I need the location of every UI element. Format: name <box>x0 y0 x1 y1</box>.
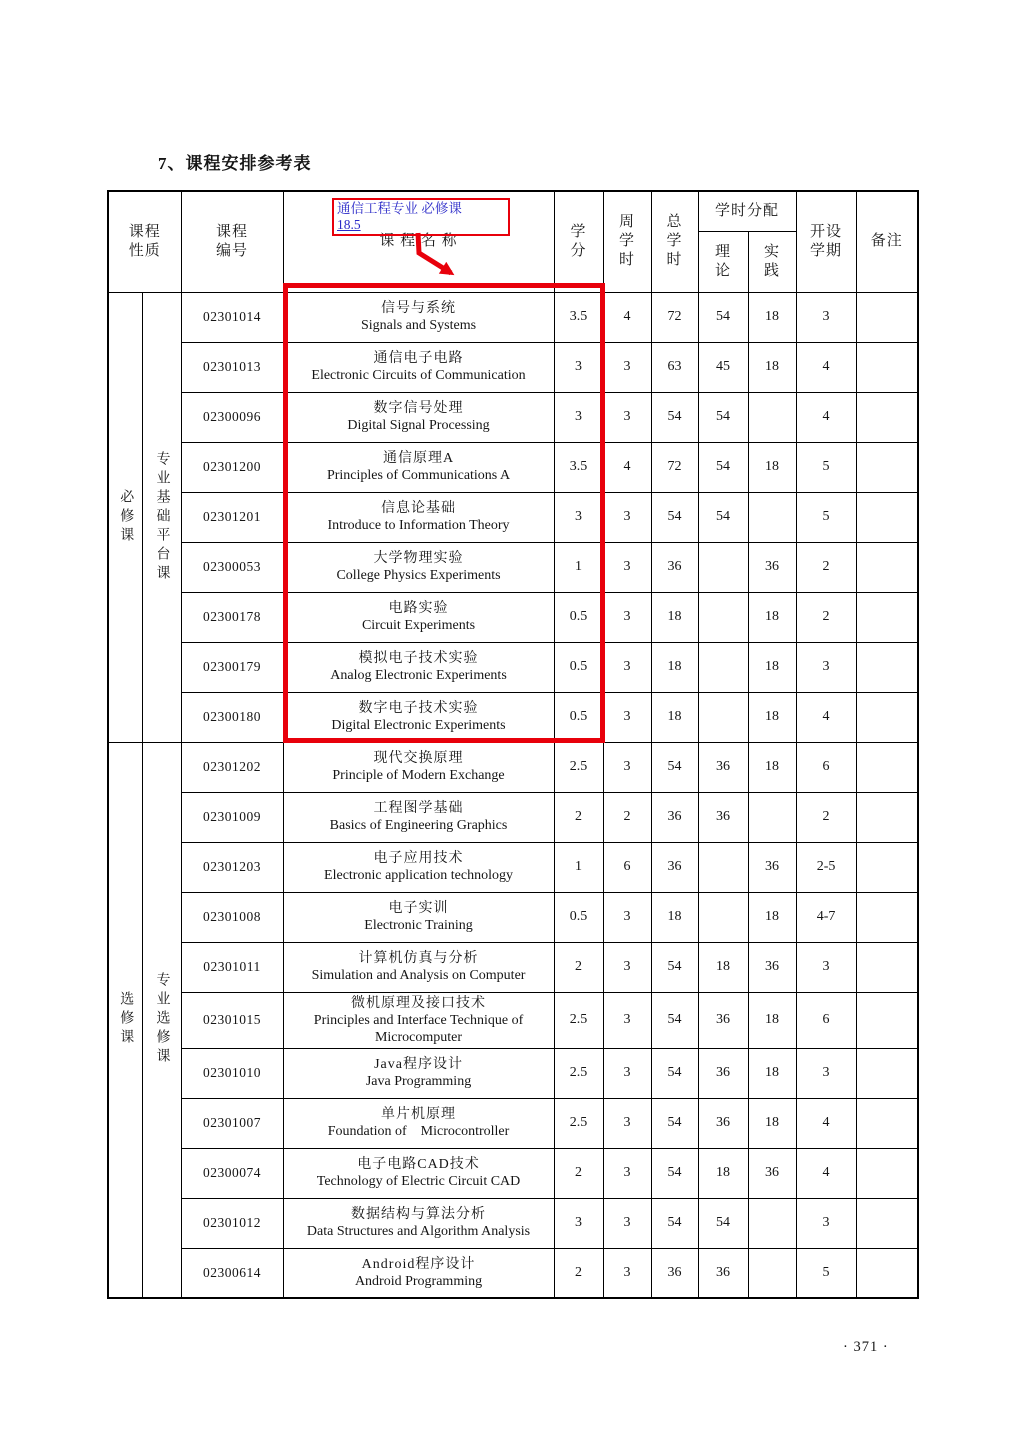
course-name-cell <box>283 792 554 842</box>
credits-cell: 0.5 <box>554 592 603 642</box>
course-row <box>108 942 918 992</box>
course-nature-cell <box>108 292 142 742</box>
course-name-cn: 通信原理A <box>382 451 455 466</box>
header-hour-allocation: 学时分配 <box>698 191 796 231</box>
course-nature-label: 必修课 <box>118 488 134 546</box>
course-code-cell: 02301201 <box>181 492 283 542</box>
course-name-en: Circuit Experiments <box>361 618 476 633</box>
course-name-cell <box>283 1048 554 1098</box>
course-name-cell <box>283 1198 554 1248</box>
credits-cell: 2.5 <box>554 992 603 1048</box>
course-name-cell <box>283 1148 554 1198</box>
course-code-cell: 02301010 <box>181 1048 283 1098</box>
credits-cell: 2 <box>554 1248 603 1298</box>
remarks-cell <box>856 792 918 842</box>
course-code-cell: 02300614 <box>181 1248 283 1298</box>
weekly-hours-cell: 4 <box>603 442 651 492</box>
practice-hours-cell: 18 <box>748 892 796 942</box>
weekly-hours-cell: 3 <box>603 992 651 1048</box>
total-hours-cell: 36 <box>651 792 698 842</box>
credits-cell: 3.5 <box>554 292 603 342</box>
credits-cell: 3 <box>554 1198 603 1248</box>
weekly-hours-cell: 3 <box>603 892 651 942</box>
header-credits: 学 分 <box>554 191 603 292</box>
credits-cell: 1 <box>554 842 603 892</box>
course-name-cn: 电子实训 <box>388 901 449 916</box>
course-category-cell <box>142 742 181 1298</box>
weekly-hours-cell: 3 <box>603 1098 651 1148</box>
practice-hours-cell: 36 <box>748 1148 796 1198</box>
course-code-cell: 02301007 <box>181 1098 283 1148</box>
remarks-cell <box>856 842 918 892</box>
page-title: 7、课程安排参考表 <box>158 154 312 173</box>
header-weekly-hours: 周 学 时 <box>603 191 651 292</box>
course-name-en: Foundation of Microcontroller <box>327 1124 510 1139</box>
course-row <box>108 1248 918 1298</box>
course-row <box>108 1198 918 1248</box>
total-hours-cell: 54 <box>651 1098 698 1148</box>
course-nature-cell <box>108 742 142 1298</box>
practice-hours-cell: 36 <box>748 542 796 592</box>
course-row <box>108 742 918 792</box>
weekly-hours-cell: 3 <box>603 1148 651 1198</box>
course-name-cn: 大学物理实验 <box>373 551 464 566</box>
course-name-en: Technology of Electric Circuit CAD <box>316 1174 521 1189</box>
header-remarks: 备注 <box>856 191 918 292</box>
total-hours-cell: 72 <box>651 292 698 342</box>
total-hours-cell: 18 <box>651 892 698 942</box>
course-name-cn: 通信电子电路 <box>373 351 464 366</box>
semester-cell: 3 <box>796 1198 856 1248</box>
theory-hours-cell: 36 <box>698 1048 748 1098</box>
theory-hours-cell: 36 <box>698 992 748 1048</box>
course-row <box>108 1148 918 1198</box>
highlight-rectangle <box>283 283 605 743</box>
course-category-cell <box>142 292 181 742</box>
remarks-cell <box>856 642 918 692</box>
header-course-code: 课程 编号 <box>181 191 283 292</box>
practice-hours-cell <box>748 792 796 842</box>
theory-hours-cell <box>698 692 748 742</box>
course-name-cn: 电路实验 <box>388 601 449 616</box>
credits-cell: 2.5 <box>554 1098 603 1148</box>
remarks-cell <box>856 542 918 592</box>
course-name-cell <box>283 1098 554 1148</box>
course-category-label: 专业选修课 <box>154 972 170 1068</box>
course-name-en: Android Programming <box>354 1273 483 1289</box>
total-hours-cell: 36 <box>651 842 698 892</box>
course-code-cell: 02301015 <box>181 992 283 1048</box>
remarks-cell <box>856 292 918 342</box>
semester-cell: 5 <box>796 492 856 542</box>
weekly-hours-cell: 3 <box>603 1048 651 1098</box>
semester-cell: 4 <box>796 392 856 442</box>
weekly-hours-cell: 3 <box>603 642 651 692</box>
course-code-cell: 02301014 <box>181 292 283 342</box>
remarks-cell <box>856 1148 918 1198</box>
semester-cell: 3 <box>796 1048 856 1098</box>
weekly-hours-cell: 3 <box>603 1198 651 1248</box>
course-name-cn: Java程序设计 <box>374 1057 463 1072</box>
practice-hours-cell <box>748 1248 796 1298</box>
remarks-cell <box>856 592 918 642</box>
elective-courses-section <box>108 742 918 1298</box>
weekly-hours-cell: 3 <box>603 942 651 992</box>
practice-hours-cell: 18 <box>748 992 796 1048</box>
course-name-en: Simulation and Analysis on Computer <box>311 968 526 983</box>
course-name-cn: 数据结构与算法分析 <box>351 1207 487 1222</box>
theory-hours-cell: 54 <box>698 1198 748 1248</box>
credits-cell: 0.5 <box>554 892 603 942</box>
total-hours-cell: 18 <box>651 642 698 692</box>
total-hours-cell: 36 <box>651 542 698 592</box>
remarks-cell <box>856 892 918 942</box>
total-hours-cell: 72 <box>651 442 698 492</box>
remarks-cell <box>856 1198 918 1248</box>
course-name-cn: 信号与系统 <box>381 301 457 316</box>
course-name-cn: 数字电子技术实验 <box>358 701 479 716</box>
course-name-cell <box>283 942 554 992</box>
semester-cell: 4 <box>796 342 856 392</box>
course-nature-label: 选修课 <box>118 991 134 1049</box>
total-hours-cell: 63 <box>651 342 698 392</box>
semester-cell: 2 <box>796 592 856 642</box>
practice-hours-cell: 18 <box>748 342 796 392</box>
weekly-hours-cell: 4 <box>603 292 651 342</box>
remarks-cell <box>856 442 918 492</box>
course-row <box>108 892 918 942</box>
semester-cell: 5 <box>796 1248 856 1298</box>
semester-cell: 6 <box>796 742 856 792</box>
course-name-en: Basics of Engineering Graphics <box>329 818 508 833</box>
course-name-cn: 微机原理及接口技术 <box>351 995 487 1011</box>
course-code-cell: 02301203 <box>181 842 283 892</box>
semester-cell: 6 <box>796 992 856 1048</box>
course-name-en: Digital Electronic Experiments <box>331 718 506 733</box>
remarks-cell <box>856 1248 918 1298</box>
theory-hours-cell: 36 <box>698 742 748 792</box>
course-code-cell: 02301009 <box>181 792 283 842</box>
header-theory: 理 论 <box>698 231 748 292</box>
header-course-name: 课 程 名 称 <box>283 191 554 292</box>
theory-hours-cell: 18 <box>698 942 748 992</box>
course-code-cell: 02300180 <box>181 692 283 742</box>
semester-cell: 4-7 <box>796 892 856 942</box>
course-code-cell: 02300074 <box>181 1148 283 1198</box>
credits-cell: 3 <box>554 392 603 442</box>
total-hours-cell: 18 <box>651 592 698 642</box>
credits-cell: 3 <box>554 492 603 542</box>
credits-cell: 0.5 <box>554 642 603 692</box>
practice-hours-cell: 18 <box>748 442 796 492</box>
course-row <box>108 1098 918 1148</box>
course-code-cell: 02301013 <box>181 342 283 392</box>
course-name-cn: 模拟电子技术实验 <box>358 651 479 666</box>
weekly-hours-cell: 6 <box>603 842 651 892</box>
remarks-cell <box>856 1098 918 1148</box>
red-arrow-icon <box>405 229 485 291</box>
theory-hours-cell: 54 <box>698 492 748 542</box>
course-name-cell <box>283 1248 554 1298</box>
semester-cell: 5 <box>796 442 856 492</box>
course-code-cell: 02301200 <box>181 442 283 492</box>
practice-hours-cell: 18 <box>748 692 796 742</box>
semester-cell: 2-5 <box>796 842 856 892</box>
weekly-hours-cell: 3 <box>603 492 651 542</box>
theory-hours-cell: 54 <box>698 292 748 342</box>
practice-hours-cell <box>748 492 796 542</box>
header-total-hours: 总 学 时 <box>651 191 698 292</box>
course-name-cell <box>283 842 554 892</box>
course-name-en: Principles of Communications A <box>326 468 511 483</box>
total-hours-cell: 54 <box>651 1198 698 1248</box>
page-number: · 371 · <box>843 1339 889 1355</box>
course-code-cell: 02300053 <box>181 542 283 592</box>
remarks-cell <box>856 692 918 742</box>
remarks-cell <box>856 1048 918 1098</box>
theory-hours-cell: 36 <box>698 792 748 842</box>
theory-hours-cell: 54 <box>698 442 748 492</box>
course-code-cell: 02300096 <box>181 392 283 442</box>
course-name-en: Principles and Interface Technique of Microcomputer <box>313 1012 524 1045</box>
theory-hours-cell <box>698 842 748 892</box>
credits-cell: 3 <box>554 342 603 392</box>
course-name-en: Principle of Modern Exchange <box>332 768 505 783</box>
course-code-cell: 02301008 <box>181 892 283 942</box>
course-code-cell: 02301011 <box>181 942 283 992</box>
practice-hours-cell: 18 <box>748 592 796 642</box>
weekly-hours-cell: 2 <box>603 792 651 842</box>
weekly-hours-cell: 3 <box>603 1248 651 1298</box>
annotation-note-line2: 18.5 <box>337 217 361 232</box>
course-name-en: Electronic application technology <box>324 868 513 883</box>
course-row <box>108 1048 918 1098</box>
total-hours-cell: 54 <box>651 392 698 442</box>
course-name-cn: 工程图学基础 <box>373 801 464 816</box>
semester-cell: 4 <box>796 1098 856 1148</box>
total-hours-cell: 54 <box>651 1148 698 1198</box>
semester-cell: 4 <box>796 692 856 742</box>
practice-hours-cell: 18 <box>748 642 796 692</box>
theory-hours-cell <box>698 592 748 642</box>
course-code-cell: 02301012 <box>181 1198 283 1248</box>
credits-cell: 2 <box>554 792 603 842</box>
course-name-en: Data Structures and Algorithm Analysis <box>306 1224 531 1239</box>
credits-cell: 2 <box>554 942 603 992</box>
practice-hours-cell: 18 <box>748 292 796 342</box>
course-name-en: Digital Signal Processing <box>347 418 490 433</box>
credits-cell: 2.5 <box>554 742 603 792</box>
semester-cell: 2 <box>796 542 856 592</box>
remarks-cell <box>856 742 918 792</box>
course-name-en: Java Programming <box>365 1074 472 1089</box>
course-name-cell <box>283 892 554 942</box>
weekly-hours-cell: 3 <box>603 392 651 442</box>
course-code-cell: 02300179 <box>181 642 283 692</box>
total-hours-cell: 54 <box>651 1048 698 1098</box>
remarks-cell <box>856 392 918 442</box>
course-name-en: Signals and Systems <box>360 318 477 333</box>
weekly-hours-cell: 3 <box>603 342 651 392</box>
remarks-cell <box>856 492 918 542</box>
total-hours-cell: 18 <box>651 692 698 742</box>
course-name-cn: 单片机原理 <box>381 1107 457 1122</box>
theory-hours-cell <box>698 542 748 592</box>
credits-cell: 0.5 <box>554 692 603 742</box>
theory-hours-cell: 18 <box>698 1148 748 1198</box>
total-hours-cell: 54 <box>651 742 698 792</box>
theory-hours-cell: 54 <box>698 392 748 442</box>
theory-hours-cell <box>698 642 748 692</box>
practice-hours-cell: 18 <box>748 1098 796 1148</box>
remarks-cell <box>856 992 918 1048</box>
weekly-hours-cell: 3 <box>603 692 651 742</box>
weekly-hours-cell: 3 <box>603 542 651 592</box>
semester-cell: 3 <box>796 642 856 692</box>
course-name-en: Introduce to Information Theory <box>327 518 510 533</box>
weekly-hours-cell: 3 <box>603 592 651 642</box>
course-row <box>108 842 918 892</box>
course-name-cn: 数字信号处理 <box>373 401 464 416</box>
course-name-en: Electronic Circuits of Communication <box>311 368 526 383</box>
practice-hours-cell: 36 <box>748 942 796 992</box>
weekly-hours-cell: 3 <box>603 742 651 792</box>
header-semester: 开设 学期 <box>796 191 856 292</box>
credits-cell: 2 <box>554 1148 603 1198</box>
semester-cell: 2 <box>796 792 856 842</box>
course-name-cn: 信息论基础 <box>381 501 457 516</box>
practice-hours-cell <box>748 1198 796 1248</box>
course-name-cn: 电子电路CAD技术 <box>357 1157 480 1172</box>
course-name-cn: Android程序设计 <box>361 1256 476 1272</box>
course-name-cn: 计算机仿真与分析 <box>358 951 479 966</box>
remarks-cell <box>856 342 918 392</box>
annotation-note-line1: 通信工程专业 必修课 <box>337 201 462 216</box>
course-code-cell: 02300178 <box>181 592 283 642</box>
course-name-cell <box>283 742 554 792</box>
course-name-cell <box>283 992 554 1048</box>
course-row <box>108 992 918 1048</box>
semester-cell: 4 <box>796 1148 856 1198</box>
theory-hours-cell <box>698 892 748 942</box>
course-name-cn: 现代交换原理 <box>373 751 464 766</box>
header-practice: 实 践 <box>748 231 796 292</box>
remarks-cell <box>856 942 918 992</box>
course-name-cn: 电子应用技术 <box>373 851 464 866</box>
semester-cell: 3 <box>796 292 856 342</box>
theory-hours-cell: 45 <box>698 342 748 392</box>
theory-hours-cell: 36 <box>698 1248 748 1298</box>
header-course-nature: 课程 性质 <box>108 191 181 292</box>
practice-hours-cell: 18 <box>748 1048 796 1098</box>
course-name-en: Electronic Training <box>364 918 473 933</box>
course-category-label: 专业基础平台课 <box>154 450 170 584</box>
credits-cell: 1 <box>554 542 603 592</box>
course-row <box>108 792 918 842</box>
total-hours-cell: 54 <box>651 942 698 992</box>
practice-hours-cell: 18 <box>748 742 796 792</box>
course-code-cell: 02301202 <box>181 742 283 792</box>
theory-hours-cell: 36 <box>698 1098 748 1148</box>
practice-hours-cell <box>748 392 796 442</box>
practice-hours-cell: 36 <box>748 842 796 892</box>
course-name-en: Analog Electronic Experiments <box>330 668 507 683</box>
credits-cell: 3.5 <box>554 442 603 492</box>
semester-cell: 3 <box>796 942 856 992</box>
credits-cell: 2.5 <box>554 1048 603 1098</box>
total-hours-cell: 54 <box>651 992 698 1048</box>
total-hours-cell: 36 <box>651 1248 698 1298</box>
course-name-en: College Physics Experiments <box>336 568 501 583</box>
total-hours-cell: 54 <box>651 492 698 542</box>
